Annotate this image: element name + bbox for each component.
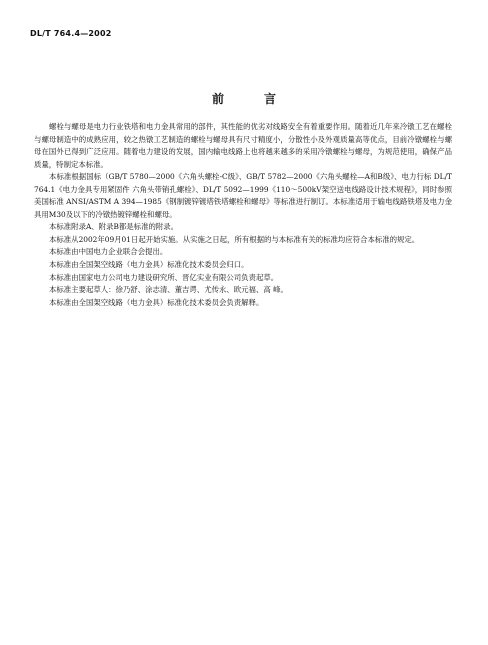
paragraph-proposed-by: 本标准由中国电力企业联合会提出。	[49, 247, 168, 257]
standard-code-header: DL/T 764.4—2002	[30, 29, 112, 38]
paragraph-appendix: 本标准附录A、附录B都是标准的附录。	[49, 222, 179, 232]
paragraph-references: 本标准根据国标（GB/T 5780—2000《六角头螺栓-C级》、GB/T 5782—2000《六角头螺栓—A和B级》、电力行标 DL/T 764.1《电力金具专用紧固件 六角头带销孔螺栓》、DL/T 5092—1999《110～500kV架空送电线路设计技术规程》，同时参照美国标准 ANSI/ASTM A 394—1985《钢制镀锌镀塔铁塔螺栓和螺母》等标准进行制订。本标准适用于输电线路铁塔及电力金具用M30及以下的冷镦热镀锌螺栓和螺母。	[34, 172, 452, 219]
page-title: 前 言	[211, 92, 290, 106]
foreword-body	[34, 121, 452, 309]
paragraph-purpose: 螺栓与螺母是电力行业铁塔和电力金具常用的部件，其性能的优劣对线路安全有着重要作用。随着近几年来冷镦工艺在螺栓与螺母制造中的成熟应用，较之热镦工艺制造的螺栓与螺母具有尺寸精度小，分散性小及外观质量高等优点，目前冷镦螺栓与螺母在国外已得到广泛应用。随着电力建设的发展，国内输电线路上也将越来越多的采用冷镦螺栓与螺母，为规范使用，确保产品质量，特制定本标准。	[34, 122, 452, 169]
paragraph-drafters: 本标准主要起草人：徐乃舒、涂志清、董吉谔、尤传永、欧元福、高 峰。	[49, 285, 288, 295]
paragraph-responsible-committee: 本标准由全国架空线路（电力金具）标准化技术委员会归口。	[49, 260, 249, 270]
paragraph-interpretation: 本标准由全国架空线路（电力金具）标准化技术委员会负责解释。	[49, 297, 264, 307]
paragraph-drafting-units: 本标准由国家电力公司电力建设研究所、晋亿实业有限公司负责起草。	[49, 272, 279, 282]
paragraph-effective-date: 本标准从2002年09月01日起开始实施。从实施之日起，所有根据的与本标准有关的标准均应符合本标准的规定。	[49, 234, 420, 244]
